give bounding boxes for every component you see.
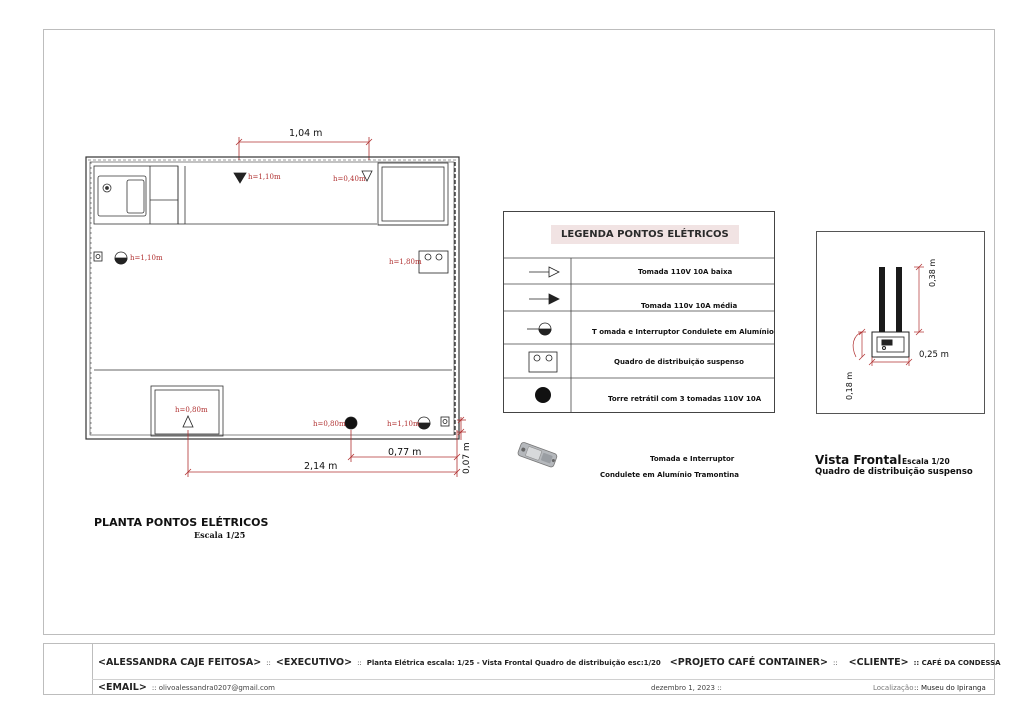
dimension-bottom-right-label: 0,77 m [388, 447, 422, 458]
product-caption-line1: Tomada e Interruptor [650, 455, 735, 463]
plan-scale: Escala 1/25 [194, 530, 246, 540]
condulete-photo-icon [512, 440, 564, 472]
email-value[interactable]: :: olivoalessandra0207@gmail.com [151, 684, 275, 692]
dimension-right-label: 0,07 m [462, 442, 472, 474]
legend-row-1: Tomada 110V 10A baixa [638, 268, 733, 276]
description-label: Planta Elétrica escala: 1/25 - Vista Frontal Quadro de distribuição esc:1/20 [366, 659, 661, 667]
author-label: <ALESSANDRA CAJE FEITOSA> [98, 657, 262, 668]
quadro-distribuicao-icon [529, 352, 557, 372]
vista-dim-bottom: 0,18 m [845, 371, 854, 400]
separator: :: [357, 659, 362, 667]
torre-retratil-icon [535, 387, 551, 403]
date-label: dezembro 1, 2023 :: [651, 684, 722, 692]
phase-label: <EXECUTIVO> [275, 657, 353, 668]
title-block-row1 [98, 657, 1001, 668]
height-label-bottom-right: h=1,10m [387, 420, 420, 428]
vista-title: Vista Frontal [815, 453, 902, 467]
height-label-top-mid: h=1,10m [248, 173, 281, 181]
dimension-top-label: 1,04 m [289, 128, 323, 139]
legend-row-4: Quadro de distribuição suspenso [614, 358, 744, 366]
product-caption-line2: Condulete em Alumínio Tramontina [600, 471, 739, 479]
email-label: <EMAIL> [98, 682, 147, 693]
container-walls [86, 157, 459, 439]
dimension-bottom-total-label: 2,14 m [304, 461, 338, 472]
legend-row-2: Tomada 110v 10A média [641, 302, 738, 310]
separator: :: [832, 659, 838, 667]
client-label: <CLIENTE> [848, 657, 909, 668]
tomada-interruptor-icon [527, 323, 551, 335]
tomada-media-icon [529, 294, 559, 304]
height-label-bottom-dot: h=0,80m [313, 420, 346, 428]
vista-scale: Escala 1/20 [902, 457, 950, 466]
height-label-bottom-box: h=0,80m [175, 406, 208, 414]
title-block-divider-v [92, 643, 93, 695]
location-value: :: Museu do Ipiranga [914, 684, 986, 692]
title-block-row2 [98, 682, 275, 693]
title-block-divider-h [92, 679, 995, 680]
height-label-left: h=1,10m [130, 254, 163, 262]
location-label: Localização [873, 684, 914, 692]
outlet-symbols [94, 171, 449, 429]
vista-dim-height: 0,38 m [928, 258, 937, 287]
vista-frontal-drawing [816, 231, 985, 414]
height-label-top-right: h=0,40m [333, 175, 366, 183]
legend-row-3: T omada e Interruptor Condulete em Alumínio [592, 328, 774, 336]
tomada-baixa-icon [529, 267, 559, 277]
legend-row-5: Torre retrátil com 3 tomadas 110V 10A [608, 395, 762, 403]
legend-title: LEGENDA PONTOS ELÉTRICOS [551, 225, 739, 244]
height-label-panel: h=1,80m [389, 258, 422, 266]
vista-subtitle: Quadro de distribuição suspenso [815, 467, 973, 477]
project-label: <PROJETO CAFÉ CONTAINER> [669, 657, 828, 668]
separator: :: [266, 659, 271, 667]
plan-title: PLANTA PONTOS ELÉTRICOS [94, 516, 269, 529]
client-name: :: CAFÉ DA CONDESSA [913, 659, 1001, 667]
vista-dim-width: 0,25 m [919, 350, 949, 360]
